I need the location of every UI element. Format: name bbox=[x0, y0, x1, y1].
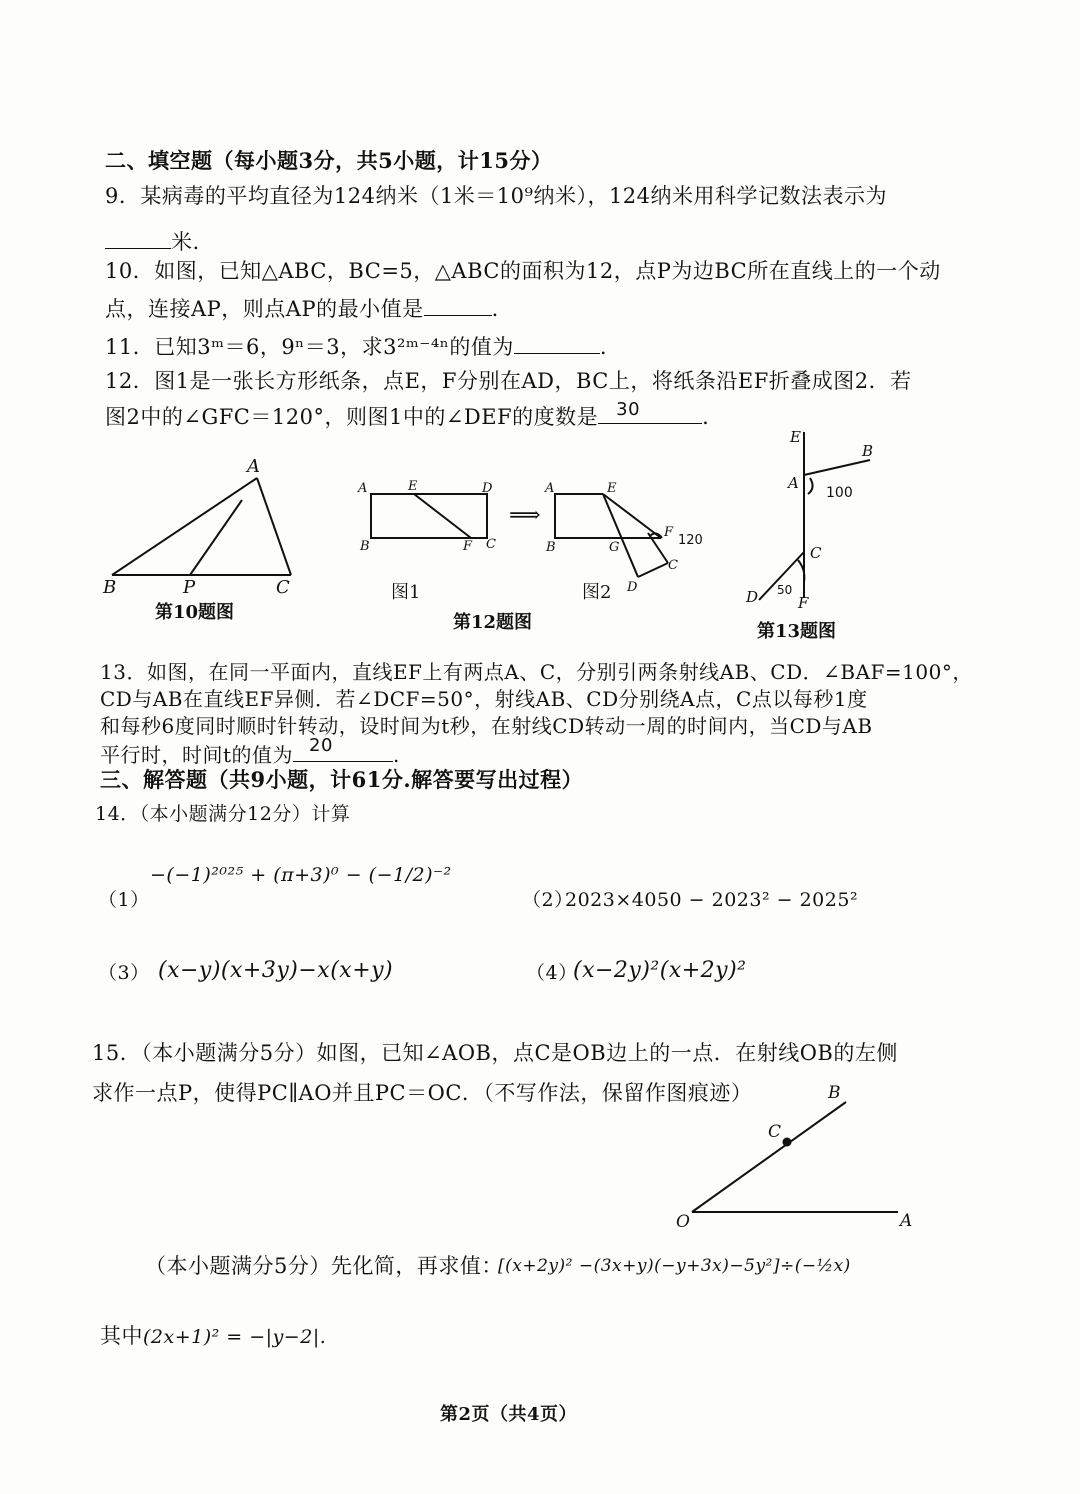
q14-p1-label: （1） bbox=[98, 889, 150, 911]
q15-line1: 15．（本小题满分5分）如图，已知∠AOB，点C是OB边上的一点．在射线OB的左侧 bbox=[92, 1041, 898, 1065]
page-footer: 第2页（共4页） bbox=[440, 1404, 578, 1425]
q14-p3-label: （3） bbox=[98, 962, 150, 984]
fig12-2-label-f: F bbox=[664, 525, 674, 540]
fig12-2-label-d: D bbox=[627, 580, 638, 595]
q14-p4-expression: (x−2y)²(x+2y)² bbox=[573, 958, 747, 983]
q16-condition: (2x+1)² = −|y−2|. bbox=[143, 1326, 327, 1348]
q15-label-o: O bbox=[676, 1212, 690, 1232]
q16-line2 bbox=[100, 1323, 326, 1350]
fig13-label-e: E bbox=[790, 428, 801, 446]
q13-line4-text: 平行时，时间t的值为 bbox=[100, 743, 294, 767]
fig12-2-label-e: E bbox=[607, 481, 617, 496]
q16-expression: [(x+2y)² −(3x+y)(−y+3x)−5y²]÷(−½x) bbox=[498, 1256, 851, 1276]
fig12-1-label-b: B bbox=[360, 539, 370, 554]
q12-end: . bbox=[702, 405, 710, 429]
q11-end: . bbox=[599, 335, 608, 359]
fig12-2-label-g: G bbox=[609, 540, 620, 555]
q14-p4-label: （4） bbox=[526, 962, 578, 984]
fig12-2-label-c: C bbox=[668, 558, 678, 573]
q13-line1: 13．如图，在同一平面内，直线EF上有两点A、C，分别引两条射线AB、CD．∠BAF=100°， bbox=[100, 660, 973, 684]
fig12-2-handwritten-120: 120 bbox=[678, 533, 703, 548]
fig10-label-a: A bbox=[247, 456, 260, 477]
q14-p2-label: （2） bbox=[522, 889, 574, 911]
fig13-label-f: F bbox=[798, 594, 809, 612]
q11-text: 11．已知3ᵐ＝6，9ⁿ＝3，求3²ᵐ⁻⁴ⁿ的值为 bbox=[105, 335, 514, 359]
fig13-label-b: B bbox=[862, 442, 874, 460]
fig12-1-label-d: D bbox=[482, 481, 493, 496]
q10-line2-text: 点，连接AP，则点AP的最小值是 bbox=[105, 297, 424, 321]
fig12-1-label-a: A bbox=[358, 481, 368, 496]
q14-p2-expression: 2023×4050 − 2023² − 2025² bbox=[565, 889, 859, 911]
fig12-arrow: ⟹ bbox=[509, 503, 541, 528]
q12-line1: 12．图1是一张长方形纸条，点E，F分别在AD，BC上，将纸条沿EF折叠成图2．若 bbox=[105, 369, 912, 393]
fig10-label-p: P bbox=[183, 577, 196, 598]
q13-line2: CD与AB在直线EF异侧．若∠DCF=50°，射线AB、CD分别绕A点，C点以每秒1度 bbox=[100, 687, 868, 711]
q14-p3-expression: (x−y)(x+3y)−x(x+y) bbox=[158, 958, 394, 983]
q12-handwritten-answer: 30 bbox=[616, 399, 641, 420]
fig10-label-c: C bbox=[276, 577, 290, 598]
fig10-label-b: B bbox=[103, 577, 117, 598]
q13-line3: 和每秒6度同时顺时针转动，设时间为t秒，在射线CD转动一周的时间内，当CD与AB bbox=[100, 714, 873, 738]
q13-handwritten-answer: 20 bbox=[309, 735, 333, 756]
fig12-1-label-f: F bbox=[463, 539, 473, 554]
q9-suffix: 米. bbox=[171, 230, 200, 254]
section-heading-solutions: 三、解答题（共9小题，计61分.解答要写出过程） bbox=[100, 767, 584, 792]
q16-line1: （本小题满分5分）先化简，再求值： bbox=[145, 1254, 503, 1278]
section-heading-fill-in: 二、填空题（每小题3分，共5小题，计15分） bbox=[105, 148, 553, 173]
q10-line1: 10．如图，已知△ABC，BC=5，△ABC的面积为12，点P为边BC所在直线上的一个动 bbox=[105, 259, 941, 283]
fig13-label-a: A bbox=[788, 474, 799, 492]
fig13-handwritten-100: 100 bbox=[826, 485, 853, 501]
q16-line2-prefix: 其中 bbox=[100, 1324, 143, 1348]
q15-line2: 求作一点P，使得PC∥AO并且PC＝OC．（不写作法，保留作图痕迹） bbox=[92, 1081, 753, 1105]
fig13-handwritten-50: 50 bbox=[777, 583, 793, 597]
fig13-label-c: C bbox=[810, 544, 822, 562]
fig13-label-d: D bbox=[746, 588, 759, 606]
fig12-sub2-caption: 图2 bbox=[582, 582, 612, 603]
q15-label-c: C bbox=[768, 1122, 782, 1142]
fig12-caption: 第12题图 bbox=[453, 612, 533, 633]
fig12-1-label-e: E bbox=[408, 479, 418, 494]
q14-p1-expression: −(−1)²⁰²⁵ + (π+3)⁰ − (−1/2)⁻² bbox=[150, 864, 452, 886]
q10-end: . bbox=[491, 297, 499, 321]
q15-label-b: B bbox=[828, 1083, 841, 1103]
fig12-1-label-c: C bbox=[486, 537, 496, 552]
fig10-caption: 第10题图 bbox=[155, 602, 235, 623]
q15-label-a: A bbox=[900, 1211, 913, 1231]
q12-line2-text: 图2中的∠GFC＝120°，则图1中的∠DEF的度数是 bbox=[105, 405, 599, 429]
fig12-2-label-b: B bbox=[546, 540, 556, 555]
q9-line1: 9．某病毒的平均直径为124纳米（1米＝10⁹纳米），124纳米用科学记数法表示为 bbox=[105, 184, 888, 208]
q13-end: . bbox=[393, 743, 400, 767]
q14-title: 14．（本小题满分12分）计算 bbox=[95, 803, 351, 825]
fig12-2-label-a: A bbox=[545, 481, 555, 496]
fig12-sub1-caption: 图1 bbox=[391, 582, 421, 603]
fig13-caption: 第13题图 bbox=[757, 621, 837, 642]
